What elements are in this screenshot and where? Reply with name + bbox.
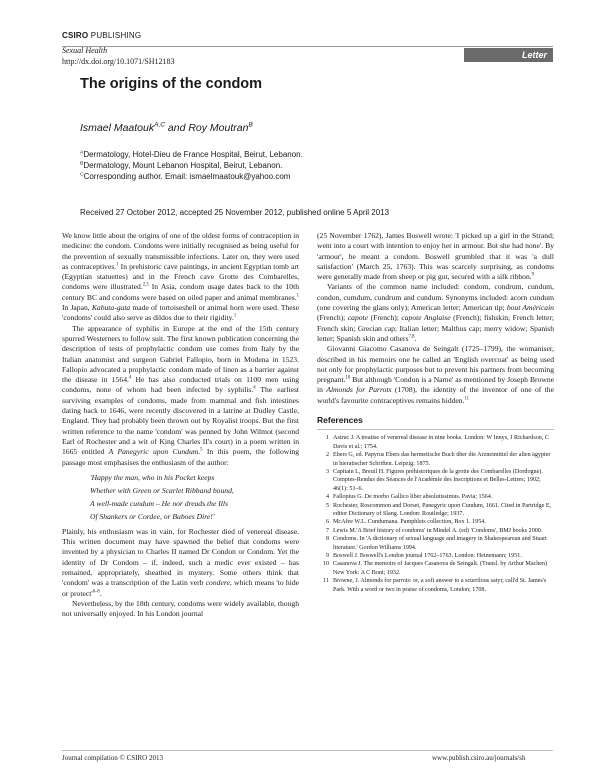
reference-item <box>317 577 554 594</box>
citation-mark[interactable]: 1 <box>116 262 119 268</box>
author-name: Ismael Maatouk <box>80 122 155 134</box>
reference-item <box>317 451 554 468</box>
body-paragraph: The appearance of syphilis in Europe at the end of the 15th century spurred Westerners to follow suit. The first known publication concerning the description of tests of prophylactic condom use comes from Italy by the Italian anatomist and surgeon Gabriel Fallopio, born in Modena in 1523. Fallopio advocated a prophylactic condom made of linen as a barrier against the disease in 1564.$^4$ He has also conducted trials on 1100 men using condoms, none of whom had been infected by syphilis.$^4$ The earliest surviving examples of condoms, made from mammal and fish intestines dating back to 1646, were recently discovered in a latrine at Dudley Castle, England. They had probably been thrown out by Royalist troops. But the first written reference to the name 'condom' was penned by John Wilmot (second Earl of Rochester and a wit of King Charles II's court) in a poem written in 1665 entitled A Panegyric upon Cundum.$^5$ In this poem, the following passage most emphasises the enthusiasm of the author: <box>62 323 300 467</box>
reference-number: 9 <box>325 553 329 560</box>
body-paragraph: Plainly, his enthusiasm was in vain, for Rochester died of venereal disease. This written document may have spawned the belief that condoms were invented by a physician to Charles II named Dr Condon or Condom. Yet the identity of Dr Condom – if, indeed, such a medic ever existed – has remained, appropriately, sheathed in mystery. Some others think that 'condom' was a transcription of the Latin verb condere, which means 'to hide or $protect'^{6-8}$. <box>62 526 299 598</box>
poem-line: A well-made cundum – He nor dreads the Ills <box>90 498 228 508</box>
poem-line: 'Happy the man, who in his Pocket keeps <box>90 472 215 482</box>
reference-number: 8 <box>325 536 329 543</box>
affiliation <box>80 161 282 170</box>
citation-mark[interactable]: 10 <box>345 375 351 381</box>
references-rule <box>317 429 554 430</box>
reference-number: 7 <box>325 527 329 534</box>
reference-item <box>317 502 554 519</box>
reference-text: Astruc J. A treatise of venereal disease in nine books. London: W Innys, J Richardson, C Davis et al.; 1754. <box>333 435 549 450</box>
publication-dates: Received 27 October 2012, accepted 25 November 2012, published online 5 April 2013 <box>80 208 390 217</box>
reference-text: Fallopius G. De morbo Gallico liber absolutissimus. Pavia; 1564. <box>333 494 493 501</box>
body-paragraph: We know little about the origins of one of the oldest forms of contraception in medicine: the condom. Condoms were initially recognised as being useful for the prevention of sexually transmissible infections. Later on, they were used as contraceptives.$^1$ In prehistoric cave paintings, in ancient Egyptian tomb art (Egyptian statuettes) and in the French cave Grotte des Combarelles, condoms were illustrated.$^{2,3}$ In Asia, condom usage dates back to the 10th century BC and condoms were based on oiled paper and animal membranes.$^1$ In Japan, Kabuta-gata made of tortoiseshell or animal horn were used. These 'condoms' could also serve as dildos due to their rigidity.$^1$ <box>62 231 299 323</box>
affiliation <box>80 150 303 159</box>
reference-number: 11 <box>323 578 329 585</box>
reference-text: Casanova J. The memoirs of Jacques Casanova de Seingalt. (Transl. by Arthur Machen) New York: A C Boni; 1932. <box>333 561 548 576</box>
body-paragraph: Nevertheless, by the 18th century, condoms were widely available, though not universally enjoyed. In his London journal <box>62 598 299 619</box>
reference-item <box>317 434 554 451</box>
author-affiliation-mark: B <box>248 121 253 129</box>
footer-rule <box>62 750 553 751</box>
reference-number: 2 <box>325 452 329 459</box>
affiliation-mark: C <box>80 172 84 178</box>
reference-text: Lewis M.'A Brief history of condoms' in Mindel A. (ed) 'Condoms', BMJ books 2000. <box>333 527 543 534</box>
reference-number: 4 <box>325 494 329 501</box>
reference-number: 1 <box>325 435 329 442</box>
affiliation-mark: B <box>80 161 84 167</box>
reference-text: Condoms. In 'A dictionary of sexual language and imagery in Shakespearean and Stuart literature.' Gordon Williams 1994. <box>333 536 547 551</box>
affiliation-text: Dermatology, Hotel-Dieu de France Hospital, Beirut, Lebanon. <box>83 150 303 159</box>
reference-number: 6 <box>325 519 329 526</box>
body-paragraph: Giovanni Giacomo Casanova de Seingalt (1725–1799), the womaniser, described in his memoirs one he called an 'English overcoat' as being used not only for prophylactic purposes but to prevent his partners from becoming pregnant.$^{10}$ But although 'Condon is a Name' as mentioned by Joseph Browne in Almonds for Parrots (1708), the identity of the inventor of one of the world's favourite contraceptives remains hidden.$^{11}$ <box>317 344 554 405</box>
reference-text: Capitain L, Breuil H. Figures préhistoriques de la grotte des Combarelles (Dordogne). Comptes-Rendus des Séances de l'Académie des Inscriptions et Belles-Lettres; 1902; 46(1): 51–6. <box>333 468 543 492</box>
publisher-name-rest: PUBLISHING <box>90 31 142 40</box>
affiliation-text: Dermatology, Mount Lebanon Hospital, Beirut, Lebanon. <box>83 161 283 170</box>
citation-mark[interactable]: 6–8 <box>92 589 100 595</box>
reference-item <box>317 560 554 577</box>
reference-item <box>317 552 554 560</box>
publisher-name-bold: CSIRO <box>62 31 89 40</box>
journal-name: Sexual Health <box>62 46 108 55</box>
body-paragraph: (25 November 1762), James Boswell wrote: 'I picked up a girl in the Strand; went into a court with intention to enjoy her in armour. But she had none'. By 'armour', he meant a condom. Boswell grumbled that it was 'a dull satisfaction' (March 25, 1763). This was scarcely surprising, as condoms were generally made from sheep or pig gut, secured with a silk ribbon.$^9$ <box>317 231 554 282</box>
article-title: The origins of the condom <box>80 76 263 92</box>
publisher-logo <box>62 31 141 40</box>
author-list <box>80 122 253 134</box>
footer-copyright: Journal compilation © CSIRO 2013 <box>62 754 163 762</box>
citation-mark[interactable]: 11 <box>464 396 470 402</box>
reference-item <box>317 535 554 552</box>
citation-mark[interactable]: 9 <box>531 272 535 278</box>
affiliation <box>80 172 290 181</box>
reference-item <box>317 468 554 493</box>
citation-mark[interactable]: 7,8 <box>408 334 415 340</box>
reference-number: 10 <box>322 561 329 568</box>
poem-line: Whether with Green or Scarlet Ribband bound, <box>90 485 234 495</box>
poem-quote <box>62 471 299 523</box>
citation-mark[interactable]: 1 <box>233 313 237 319</box>
citation-mark[interactable]: 2,3 <box>142 282 149 288</box>
body-paragraph: Variants of the common name included: condom, condrum, cundum, condon, cumdum, cundrum and cundum. Synonyms included: acorn cundum (one covering the glans only); American letter; American tip; bout Américain (French); capote (French); capote Anglaise (French); fishskin; French letter; French skin; Grecian cap; Italian letter; Malthus cap; merry widow; Spanish letter; Spanish skin and others$^{7,8}$. <box>317 282 554 343</box>
reference-item <box>317 518 554 526</box>
affiliation-mark: A <box>80 150 84 156</box>
reference-item <box>317 493 554 501</box>
reference-item <box>317 527 554 535</box>
reference-text: Boswell J. Boswell's London journal 1762–1763. London: Heinemann; 1951. <box>333 553 522 560</box>
citation-mark[interactable]: 1 <box>296 293 299 299</box>
reference-text: Rochester, Roscommon and Dorset, Panegyric upon Cundum, 1661. Cited in Partridge E, editor Dictionary of Slang. London: Routledge; 1937. <box>333 502 552 517</box>
header-rule <box>62 46 553 47</box>
references-heading: References <box>317 415 363 426</box>
reference-number: 5 <box>325 502 329 509</box>
reference-text: McAfee W.L. Cundumana. Pamphlets collection, Box 1. 1954. <box>333 519 486 526</box>
reference-text: Browne, J. Almonds for parrots: or, a soft answer to a scurrilous satyr, call'd St. James's Park. With a word or two in praise of condoms, London; 1708. <box>333 578 547 593</box>
citation-mark[interactable]: 4 <box>253 385 256 391</box>
author-affiliation-mark: A,C <box>154 121 165 129</box>
article-type-badge: Letter <box>464 48 553 62</box>
reference-number: 3 <box>325 468 329 475</box>
citation-mark[interactable]: 5 <box>200 447 203 453</box>
affiliation-text[interactable]: Corresponding author. Email: ismaelmaatouk@yahoo.com <box>83 172 291 181</box>
citation-mark[interactable]: 4 <box>128 375 132 381</box>
body-column-left <box>62 231 299 620</box>
poem-line: Of Shankers or Cordee, or Buboes Dire!' <box>90 511 215 521</box>
body-column-right <box>317 231 554 594</box>
author-name: Roy Moutran <box>188 122 249 134</box>
author-conjunction: and <box>164 122 189 134</box>
footer-journal-url[interactable]: www.publish.csiro.au/journals/sh <box>432 754 526 762</box>
doi-link[interactable]: http://dx.doi.org/10.1071/SH12183 <box>62 57 175 66</box>
reference-list <box>317 434 554 594</box>
reference-text: Ebers G, ed. Papyrus Ebers das hermetische Buch über die Arzneimittel der alten ägypter in hieratischer Schriften. Leipzig; 1875. <box>333 452 551 467</box>
